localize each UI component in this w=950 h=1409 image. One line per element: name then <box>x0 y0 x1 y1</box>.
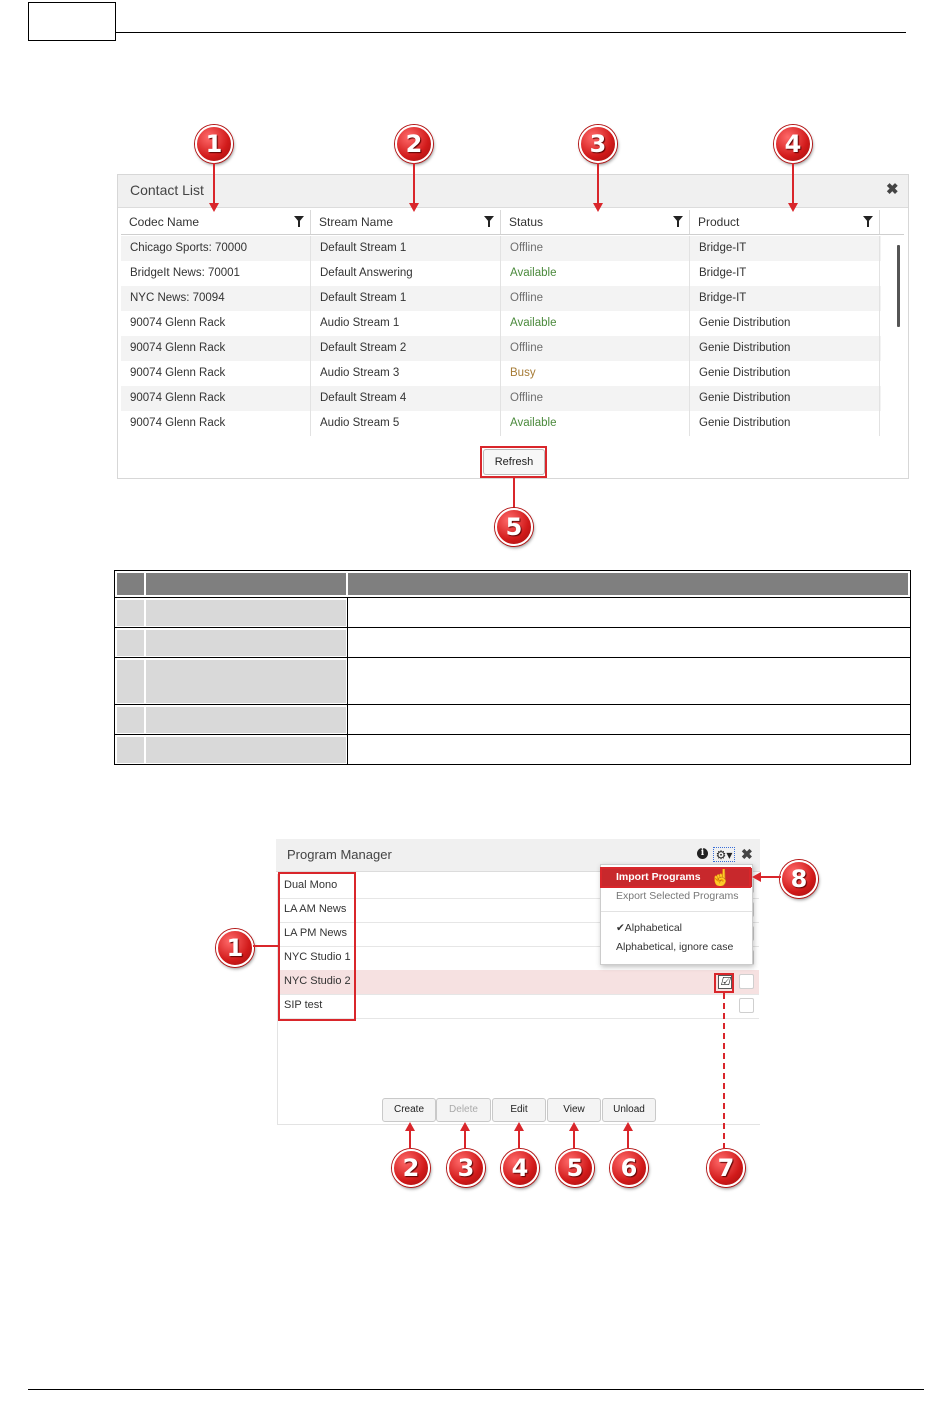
table-cell <box>146 660 346 703</box>
table-divider <box>347 705 348 735</box>
table-cell-codec: 90074 Glenn Rack <box>121 386 311 411</box>
table-cell-product: Bridge-IT <box>690 286 880 311</box>
table-cell-codec: 90074 Glenn Rack <box>121 361 311 386</box>
program-checkbox[interactable] <box>739 974 754 989</box>
table-cell-stream: Default Stream 1 <box>311 286 501 311</box>
filter-icon[interactable] <box>863 216 873 222</box>
table-cell-stream: Default Stream 1 <box>311 236 501 261</box>
callout-line <box>413 163 415 203</box>
program-name: SIP test <box>284 999 323 1011</box>
table-row <box>115 627 910 658</box>
table-cell <box>117 707 144 733</box>
import-highlight <box>600 867 751 888</box>
table-row[interactable] <box>121 236 881 261</box>
arrow-up-icon <box>514 1122 524 1131</box>
table-cell-status: Offline <box>501 336 690 361</box>
program-checkbox[interactable] <box>739 998 754 1013</box>
table-row <box>115 657 910 705</box>
callout-line <box>464 1129 466 1149</box>
callout-badge: 6 <box>610 1149 648 1187</box>
table-cell-status: Available <box>501 411 690 436</box>
program-manager-title: Program Manager <box>287 847 392 862</box>
filter-icon[interactable] <box>484 216 494 222</box>
table-cell-stream: Audio Stream 1 <box>311 311 501 336</box>
callout-line <box>573 1129 575 1149</box>
callout-badge: 2 <box>392 1149 430 1187</box>
arrow-up-icon <box>460 1122 470 1131</box>
table-header-cell <box>146 573 346 595</box>
table-cell-stream: Default Answering <box>311 261 501 286</box>
column-header-product[interactable] <box>690 210 880 234</box>
menu-item-label: Alphabetical, ignore case <box>616 941 734 953</box>
checked-icon[interactable]: ☑ <box>718 975 732 989</box>
menu-item-export-selected[interactable] <box>601 887 752 906</box>
contact-list-title: Contact List <box>130 182 204 198</box>
table-header-row <box>115 571 910 597</box>
table-cell-codec: 90074 Glenn Rack <box>121 411 311 436</box>
table-cell <box>146 737 346 763</box>
edit-button[interactable]: Edit <box>492 1098 546 1122</box>
table-row[interactable] <box>121 411 881 436</box>
menu-item-label: ✔Alphabetical <box>616 922 683 934</box>
table-cell-codec: Chicago Sports: 70000 <box>121 236 311 261</box>
table-cell <box>117 600 144 626</box>
menu-item-alphabetical[interactable] <box>601 919 752 938</box>
hand-cursor-icon: ☝ <box>710 868 732 887</box>
table-cell-status: Busy <box>501 361 690 386</box>
table-cell-product: Bridge-IT <box>690 236 880 261</box>
menu-divider <box>601 911 752 912</box>
arrow-down-icon <box>209 203 219 212</box>
filter-icon[interactable] <box>294 216 304 222</box>
menu-item-label: Export Selected Programs <box>616 890 739 902</box>
arrow-left-icon <box>752 872 761 882</box>
filter-icon[interactable] <box>673 216 683 222</box>
table-divider <box>347 658 348 705</box>
callout-badge: 4 <box>501 1149 539 1187</box>
delete-button[interactable]: Delete <box>436 1098 491 1122</box>
callout-line <box>792 163 794 203</box>
unload-button[interactable]: Unload <box>602 1098 656 1122</box>
arrow-up-icon <box>569 1122 579 1131</box>
column-header-status[interactable] <box>501 210 690 234</box>
callout-badge: 1 <box>216 929 254 967</box>
table-row[interactable] <box>121 336 881 361</box>
table-row <box>115 704 910 735</box>
info-icon[interactable]: i <box>697 848 708 859</box>
table-cell <box>117 630 144 656</box>
callout-badge: 2 <box>395 125 433 163</box>
table-cell <box>146 600 346 626</box>
table-row <box>115 734 910 765</box>
table-cell-stream: Default Stream 2 <box>311 336 501 361</box>
table-cell <box>117 737 144 763</box>
arrow-down-icon <box>788 203 798 212</box>
contact-list-header <box>121 210 904 235</box>
callout-line <box>760 876 781 878</box>
column-header-codec-name[interactable] <box>121 210 311 234</box>
program-name: Dual Mono <box>284 879 338 891</box>
callout-badge: 8 <box>780 860 818 898</box>
close-icon[interactable]: ✖ <box>886 181 899 198</box>
table-cell-product: Genie Distribution <box>690 386 880 411</box>
table-cell-product: Genie Distribution <box>690 311 880 336</box>
table-cell-codec: 90074 Glenn Rack <box>121 311 311 336</box>
column-header-label: Codec Name <box>129 215 200 229</box>
contact-list-window <box>117 174 909 479</box>
table-divider <box>347 735 348 765</box>
menu-item-alphabetical-ignore-case[interactable] <box>601 938 752 957</box>
table-cell <box>117 660 144 703</box>
close-icon[interactable]: ✖ <box>741 846 753 862</box>
header-rule <box>116 32 906 33</box>
reference-table <box>114 570 911 765</box>
callout-badge: 5 <box>495 508 533 546</box>
callout-badge: 5 <box>556 1149 594 1187</box>
table-cell <box>146 707 346 733</box>
arrow-up-icon <box>623 1122 633 1131</box>
callout-badge: 3 <box>447 1149 485 1187</box>
arrow-down-icon <box>593 203 603 212</box>
table-row[interactable] <box>121 261 881 286</box>
table-cell-product: Genie Distribution <box>690 336 880 361</box>
table-cell-status: Available <box>501 261 690 286</box>
table-cell-product: Genie Distribution <box>690 411 880 436</box>
program-list-highlight <box>278 872 356 1021</box>
table-cell-stream: Default Stream 4 <box>311 386 501 411</box>
table-row[interactable] <box>121 386 881 411</box>
column-header-label: Product <box>698 215 740 229</box>
column-header-label: Stream Name <box>319 215 394 229</box>
callout-badge: 7 <box>707 1149 745 1187</box>
view-button[interactable]: View <box>547 1098 601 1122</box>
callout-dashed-line <box>723 993 725 1149</box>
callout-badge: 4 <box>774 125 812 163</box>
create-button[interactable]: Create <box>382 1098 436 1122</box>
callout-line <box>409 1129 411 1149</box>
table-divider <box>347 628 348 658</box>
callout-line <box>627 1129 629 1149</box>
page-number-box <box>28 2 116 41</box>
program-name: NYC Studio 1 <box>284 951 351 963</box>
table-cell-status: Offline <box>501 386 690 411</box>
program-name: LA PM News <box>284 927 347 939</box>
table-header-cell <box>348 573 908 595</box>
refresh-button[interactable]: Refresh <box>483 449 545 475</box>
table-cell-codec: NYC News: 70094 <box>121 286 311 311</box>
gear-icon[interactable]: ⚙▾ <box>713 847 735 862</box>
table-cell-codec: BridgeIt News: 70001 <box>121 261 311 286</box>
arrow-up-icon <box>405 1122 415 1131</box>
table-cell-product: Genie Distribution <box>690 361 880 386</box>
table-cell-status: Offline <box>501 236 690 261</box>
table-cell-status: Offline <box>501 286 690 311</box>
table-cell-codec: 90074 Glenn Rack <box>121 336 311 361</box>
arrow-down-icon <box>409 203 419 212</box>
callout-line <box>597 163 599 203</box>
table-divider <box>347 598 348 628</box>
table-row <box>115 597 910 628</box>
program-name: LA AM News <box>284 903 347 915</box>
callout-badge: 1 <box>195 125 233 163</box>
callout-line <box>213 163 215 203</box>
refresh-highlight <box>480 446 547 478</box>
table-cell-status: Available <box>501 311 690 336</box>
callout-line <box>518 1129 520 1149</box>
table-header-cell <box>117 573 144 595</box>
program-name: NYC Studio 2 <box>284 975 351 987</box>
table-row[interactable] <box>121 286 881 311</box>
scrollbar-thumb[interactable] <box>897 245 900 327</box>
callout-line <box>253 945 278 947</box>
column-header-label: Status <box>509 215 544 229</box>
table-row[interactable] <box>121 361 881 386</box>
footer-rule <box>28 1389 924 1390</box>
checkbox-highlight <box>714 973 734 993</box>
menu-item-label: Import Programs <box>616 871 701 883</box>
table-cell-stream: Audio Stream 3 <box>311 361 501 386</box>
callout-badge: 3 <box>579 125 617 163</box>
callout-line <box>513 478 515 508</box>
column-header-stream-name[interactable] <box>311 210 501 234</box>
table-row[interactable] <box>121 311 881 336</box>
table-cell-stream: Audio Stream 5 <box>311 411 501 436</box>
table-cell-product: Bridge-IT <box>690 261 880 286</box>
table-cell <box>146 630 346 656</box>
